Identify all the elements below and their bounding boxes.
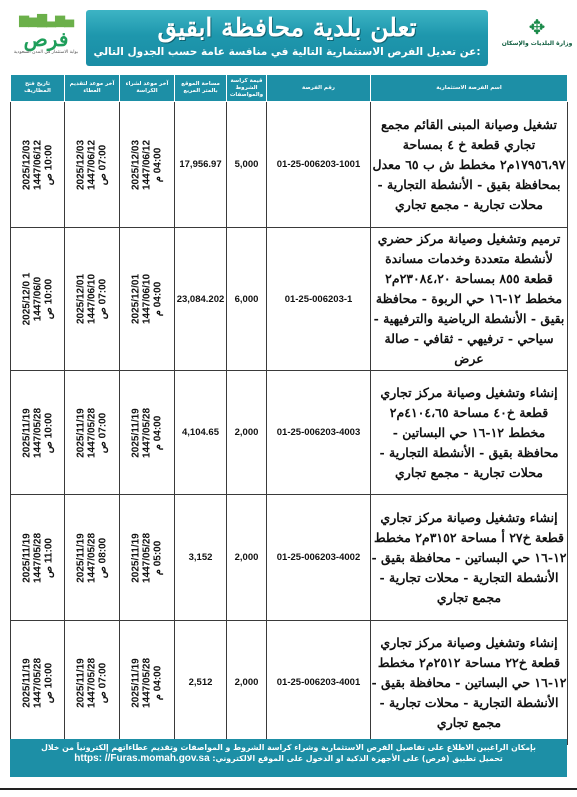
opening-date bbox=[11, 102, 65, 228]
date-hijri: 1447/05/28 bbox=[32, 657, 43, 708]
furas-logo-text: فرص bbox=[23, 27, 69, 51]
footer-line-2-text: تحميل تطبيق (فرص) على الأجهزة الذكية او الدخول على الموقع الالكتروني: bbox=[212, 754, 503, 763]
opening-date bbox=[11, 621, 65, 745]
footer-line-2 bbox=[10, 753, 567, 765]
date-gregorian: 2025/11/19 bbox=[130, 407, 142, 458]
purchase-deadline bbox=[120, 371, 175, 495]
time: 11:00 ص bbox=[43, 537, 54, 578]
time: 07:00 ص bbox=[97, 278, 109, 320]
time: 04:00 م bbox=[152, 281, 164, 317]
purchase-deadline bbox=[120, 102, 175, 228]
booklet-value: 2,000 bbox=[227, 621, 267, 745]
date-gregorian: 2025/12/03 bbox=[21, 139, 32, 190]
date-hijri: 1447/05/28 bbox=[86, 532, 98, 583]
time: 07:00 ص bbox=[97, 412, 109, 453]
opportunity-number: 01-25-006203-4002 bbox=[267, 495, 371, 621]
furas-logo bbox=[12, 14, 80, 68]
opening-date bbox=[11, 371, 65, 495]
date-hijri: 1447/06/12 bbox=[32, 139, 43, 190]
date-hijri: 1447/05/28 bbox=[141, 657, 153, 708]
city-skyline-icon: ▆▅▇▃▆▄ bbox=[19, 13, 73, 28]
site-area: 3,152 bbox=[175, 495, 227, 621]
page-subtitle: عن تعديل الفرص الاستثمارية التالية في منافسة عامة حسب الجدول التالي: bbox=[93, 46, 481, 58]
date-hijri: 1447/05/28 bbox=[32, 532, 43, 583]
site-area: 17,956.97 bbox=[175, 102, 227, 228]
footer-notice bbox=[10, 739, 567, 777]
col-header-purchase-deadline: آخر موعد لشراء الكراسة bbox=[120, 75, 175, 102]
opportunity-name: تشغيل وصيانة المبنى القائم مجمع تجاري قطعة خ ٤ بمساحة ١٧٩٥٦،٩٧م٢ مخطط ش ب ٦٥ معدل بمحافظة بقيق - الأنشطة التجارية - محلات تجارية - مجمع تجاري bbox=[371, 102, 568, 228]
col-header-opening-date: تاريخ فتح المظاريف bbox=[11, 75, 65, 102]
table-row bbox=[11, 228, 568, 371]
opportunities-table bbox=[10, 74, 568, 745]
date-gregorian: 2025/11/19 bbox=[130, 657, 142, 708]
date-gregorian: 2025/12/03 bbox=[75, 139, 87, 190]
date-hijri: 1447/05/28 bbox=[141, 532, 153, 583]
opportunity-number: 01-25-006203-1001 bbox=[267, 102, 371, 228]
time: 04:00 م bbox=[152, 415, 164, 450]
date-gregorian: 2025/11/19 bbox=[75, 407, 87, 458]
site-area: 4,104.65 bbox=[175, 371, 227, 495]
opportunity-name: ترميم وتشغيل وصيانة مركز حضري لأنشطة متعددة وخدمات مساندة قطعة ٨٥٥ بمساحة ٢٣٠٨٤،٢٠م٢ مخطط ١٢-١٦ حي الربوة - محافظة بقيق - الأنشطة الرياضية والترفيهية - سياحي - ترفيهي - ثقافي - صالة عرض bbox=[371, 228, 568, 371]
site-area: 23,084.202 bbox=[175, 228, 227, 371]
time: 07:00 ص bbox=[97, 662, 109, 703]
date-gregorian: 2025/11/19 bbox=[75, 657, 87, 708]
date-hijri: 1447/06/12 bbox=[86, 139, 98, 190]
date-gregorian: 2025/11/19 bbox=[130, 532, 142, 583]
col-header-name: اسم الفرصة الاستثمارية bbox=[371, 75, 568, 102]
time: 10:00 ص bbox=[43, 144, 54, 185]
date-hijri: 1447/05/28 bbox=[86, 407, 98, 458]
opportunity-number: 01-25-006203-1 bbox=[267, 228, 371, 371]
opportunity-name: إنشاء وتشغيل وصيانة مركز تجاري قطعة خ٤٠ مساحة ٤١٠٤،٦٥م٢ مخطط ١٢-١٦ حي البساتين - محافظة بقيق - الأنشطة التجارية - محلات تجارية - مجمع تجاري bbox=[371, 371, 568, 495]
date-gregorian: 2025/11/19 bbox=[21, 532, 32, 583]
time: 10:00 ص bbox=[43, 412, 54, 453]
booklet-value: 5,000 bbox=[227, 102, 267, 228]
table-row bbox=[11, 621, 568, 745]
date-gregorian: 1 2025/12/0 bbox=[21, 272, 32, 326]
col-header-number: رقم الفرصة bbox=[267, 75, 371, 102]
date-hijri: 1447/05/28 bbox=[86, 657, 98, 708]
date-hijri: 1447/06/0 bbox=[32, 276, 43, 322]
booklet-value: 6,000 bbox=[227, 228, 267, 371]
date-gregorian: 2025/11/19 bbox=[21, 407, 32, 458]
bid-deadline bbox=[65, 495, 120, 621]
opening-date bbox=[11, 228, 65, 371]
date-gregorian: 2025/11/19 bbox=[75, 532, 87, 583]
date-hijri: 1447/06/10 bbox=[141, 273, 153, 325]
header bbox=[6, 6, 573, 70]
date-gregorian: 2025/12/01 bbox=[130, 273, 142, 325]
time: 04:00 م bbox=[152, 147, 164, 182]
opportunity-name: إنشاء وتشغيل وصيانة مركز تجاري قطعة خ٢٢ مساحة ٢٥١٢م٢ مخطط ١٢-١٦ حي البساتين - محافظة بقيق - الأنشطة التجارية - محلات تجارية - مجمع تجاري bbox=[371, 621, 568, 745]
palm-swords-emblem-icon: ✥ bbox=[528, 15, 546, 39]
time: 10:00 ص bbox=[43, 662, 54, 703]
date-hijri: 1447/05/28 bbox=[141, 407, 153, 458]
advertisement-page bbox=[6, 6, 573, 780]
table-row bbox=[11, 102, 568, 228]
purchase-deadline bbox=[120, 621, 175, 745]
col-header-booklet-value: قيمة كراسة الشروط والمواصفات bbox=[227, 75, 267, 102]
col-header-bid-deadline: آخر موعد لتقديم العطاء bbox=[65, 75, 120, 102]
date-gregorian: 2025/12/01 bbox=[75, 273, 87, 325]
purchase-deadline bbox=[120, 495, 175, 621]
purchase-deadline bbox=[120, 228, 175, 371]
time: 07:00 ص bbox=[97, 144, 109, 185]
date-hijri: 1447/06/10 bbox=[86, 273, 98, 325]
table-header-row bbox=[11, 75, 568, 102]
booklet-value: 2,000 bbox=[227, 371, 267, 495]
time: 08:00 ص bbox=[97, 537, 109, 578]
date-hijri: 1447/05/28 bbox=[32, 407, 43, 458]
bid-deadline bbox=[65, 371, 120, 495]
page-title: تعلن بلدية محافظة ابقيق bbox=[157, 13, 417, 42]
opportunity-number: 01-25-006203-4003 bbox=[267, 371, 371, 495]
date-hijri: 1447/06/12 bbox=[141, 139, 153, 190]
opportunity-name: إنشاء وتشغيل وصيانة مركز تجاري قطعة خ٢٧ أ مساحة ٣١٥٢م٢ مخطط ١٢-١٦ حي البساتين - محافظة بقيق - الأنشطة التجارية - محلات تجارية - مجمع تجاري bbox=[371, 495, 568, 621]
table-row bbox=[11, 371, 568, 495]
title-banner bbox=[86, 10, 488, 66]
page-bottom-rule bbox=[0, 788, 577, 790]
opportunity-number: 01-25-006203-4001 bbox=[267, 621, 371, 745]
bid-deadline bbox=[65, 228, 120, 371]
time: 10:00 ص bbox=[43, 278, 54, 320]
date-gregorian: 2025/11/19 bbox=[21, 657, 32, 708]
furas-logo-sub: بوابة الاستثمار في المدن السعودية bbox=[13, 50, 79, 55]
ministry-logo-text: وزارة البلديات والإسكان bbox=[501, 40, 573, 47]
ministry-logo bbox=[501, 15, 573, 66]
bid-deadline bbox=[65, 621, 120, 745]
col-header-area: مساحة الموقع بالمتر المربع bbox=[175, 75, 227, 102]
table-row bbox=[11, 495, 568, 621]
site-area: 2,512 bbox=[175, 621, 227, 745]
bid-deadline bbox=[65, 102, 120, 228]
opening-date bbox=[11, 495, 65, 621]
website-link[interactable]: https: //Furas.momah.gov.sa bbox=[74, 753, 210, 764]
footer-line-1: بإمكان الراغبين الاطلاع على تفاصيل الفرص الاستثمارية وشراء كراسة الشروط و المواصفات وتقديم عطاءاتهم إلكترونياً من خلال bbox=[41, 743, 536, 752]
date-gregorian: 2025/12/03 bbox=[130, 139, 142, 190]
time: 05:00 م bbox=[152, 540, 164, 575]
time: 04:00 م bbox=[152, 665, 164, 700]
booklet-value: 2,000 bbox=[227, 495, 267, 621]
